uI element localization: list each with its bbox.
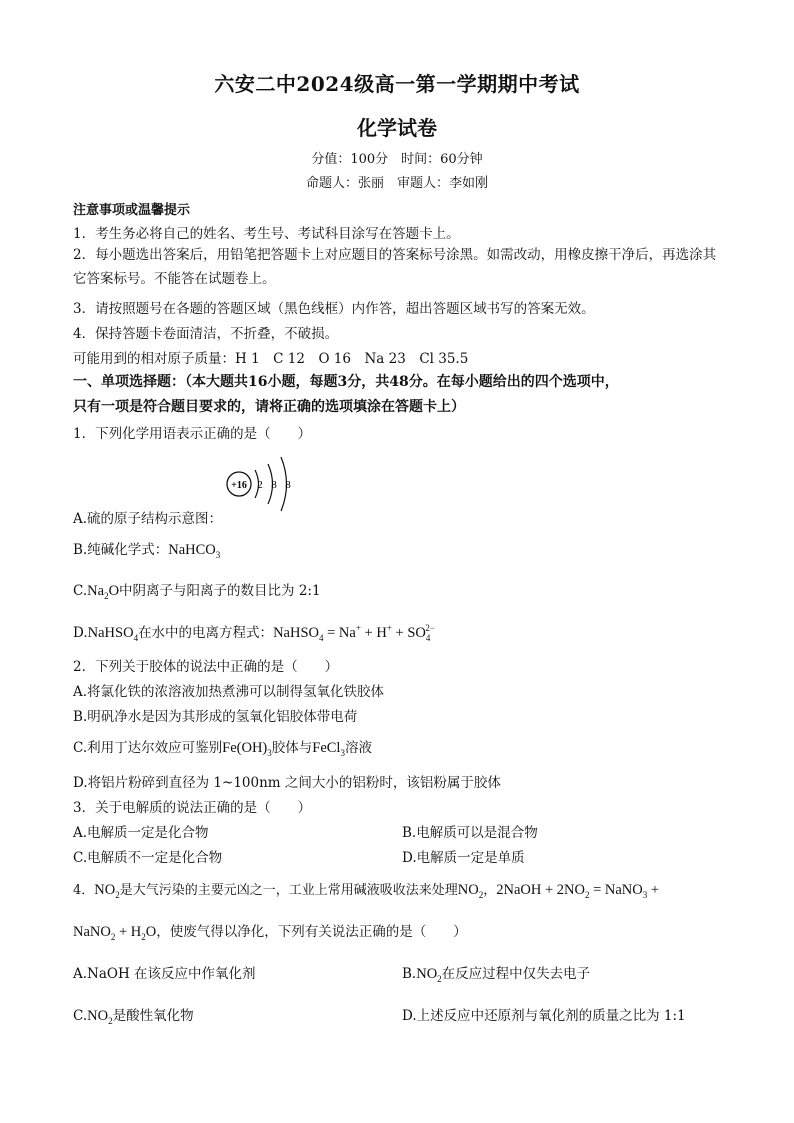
q3-option-a: A.电解质一定是化合物	[73, 825, 209, 841]
score-time: 分值：100分 时间：60分钟	[311, 152, 483, 167]
atom-shell-count-2: 8	[271, 479, 277, 491]
notice-item-3: 3．请按照题号在各题的答题区域（黑色线框）内作答，超出答题区域书写的答案无效。	[73, 301, 595, 317]
q4-option-b: $B.NO_2$在反应过程中仅失去电子	[402, 966, 591, 984]
section-heading-2: 只有一项是符合题目要求的，请将正确的选项填涂在答题卡上）	[73, 399, 465, 415]
exam-subject: 化学试卷	[357, 116, 437, 140]
q4-option-a: A.NaOH 在该反应中作氧化剂	[73, 966, 256, 982]
q1-option-b: B.纯碱化学式：NaHCO$_3$	[73, 542, 221, 560]
q3-option-c: C.电解质不一定是化合物	[73, 850, 223, 866]
q2-option-a: A.将氯化铁的浓溶液加热煮沸可以制得氢氧化铁胶体	[73, 684, 385, 700]
atom-nucleus-label: +16	[231, 480, 247, 491]
q1-option-a: A.硫的原子结构示意图：	[73, 511, 223, 527]
q3-stem: 3．关于电解质的说法正确的是（ ）	[73, 800, 312, 816]
notice-item-2: 2．每小题选出答案后，用铅笔把答题卡上对应题目的答案标号涂黑。如需改动，用橡皮擦干净后，再选涂其它答案标号。不能答在试题卷上。	[73, 247, 717, 287]
q1-option-c: $C.Na_2O$中阴离子与阳离子的数目比为 2:1	[73, 583, 321, 601]
notice-heading: 注意事项或温馨提示	[73, 203, 191, 218]
q2-option-d: D.将铝片粉碎到直径为 1~100nm 之间大小的铝粉时，该铝粉属于胶体	[73, 775, 501, 791]
atom-shell-count-3: 8	[285, 479, 291, 491]
q2-stem: 2．下列关于胶体的说法中正确的是（ ）	[73, 659, 339, 675]
q2-option-c: C.利用丁达尔效应可鉴别$Fe(OH)_3$胶体与FeCl$_3$溶液	[73, 740, 372, 758]
exam-title: 六安二中2024级高一第一学期期中考试	[214, 72, 580, 96]
q4-stem-line2: NaNO$_2$ + $H_2O$，使废气得以净化，下列有关说法正确的是（ ）	[73, 924, 467, 942]
q3-option-b: B.电解质可以是混合物	[402, 825, 538, 841]
notice-item-1: 1．考生务必将自己的姓名、考生号、考试科目涂写在答题卡上。	[73, 226, 460, 242]
q4-option-c: $C.NO_2$是酸性氧化物	[73, 1008, 194, 1026]
q1-stem: 1．下列化学用语表示正确的是（ ）	[73, 426, 312, 442]
q2-option-b: B.明矾净水是因为其形成的氢氧化铝胶体带电荷	[73, 709, 358, 725]
notice-item-4: 4．保持答题卡卷面清洁，不折叠，不破损。	[73, 326, 339, 342]
q3-option-d: D.电解质一定是单质	[402, 850, 525, 866]
authors: 命题人：张丽 审题人：李如刚	[305, 176, 488, 191]
q1-option-d: D.NaHSO$_4$在水中的电离方程式：NaHSO$_4$ = $Na^+ + H^+ + SO_4^{2-}$	[73, 623, 435, 643]
atom-shell-count-1: 2	[257, 479, 263, 491]
section-heading-1: 一、单项选择题：（本大题共16小题，每题3分，共48分。在每小题给出的四个选项中，	[73, 374, 619, 390]
atomic-mass: 可能用到的相对原子质量：H 1 C 12 O 16 Na 23 Cl 35.5	[73, 351, 469, 367]
q4-stem-line1: 4．$NO_2$是大气污染的主要元凶之一，工业上常用碱液吸收法来处理$NO_2$，2NaOH + $2NO_2$ = NaNO$_3$ +	[73, 882, 660, 900]
q4-option-d: D.上述反应中还原剂与氧化剂的质量之比为 1:1	[402, 1008, 686, 1024]
